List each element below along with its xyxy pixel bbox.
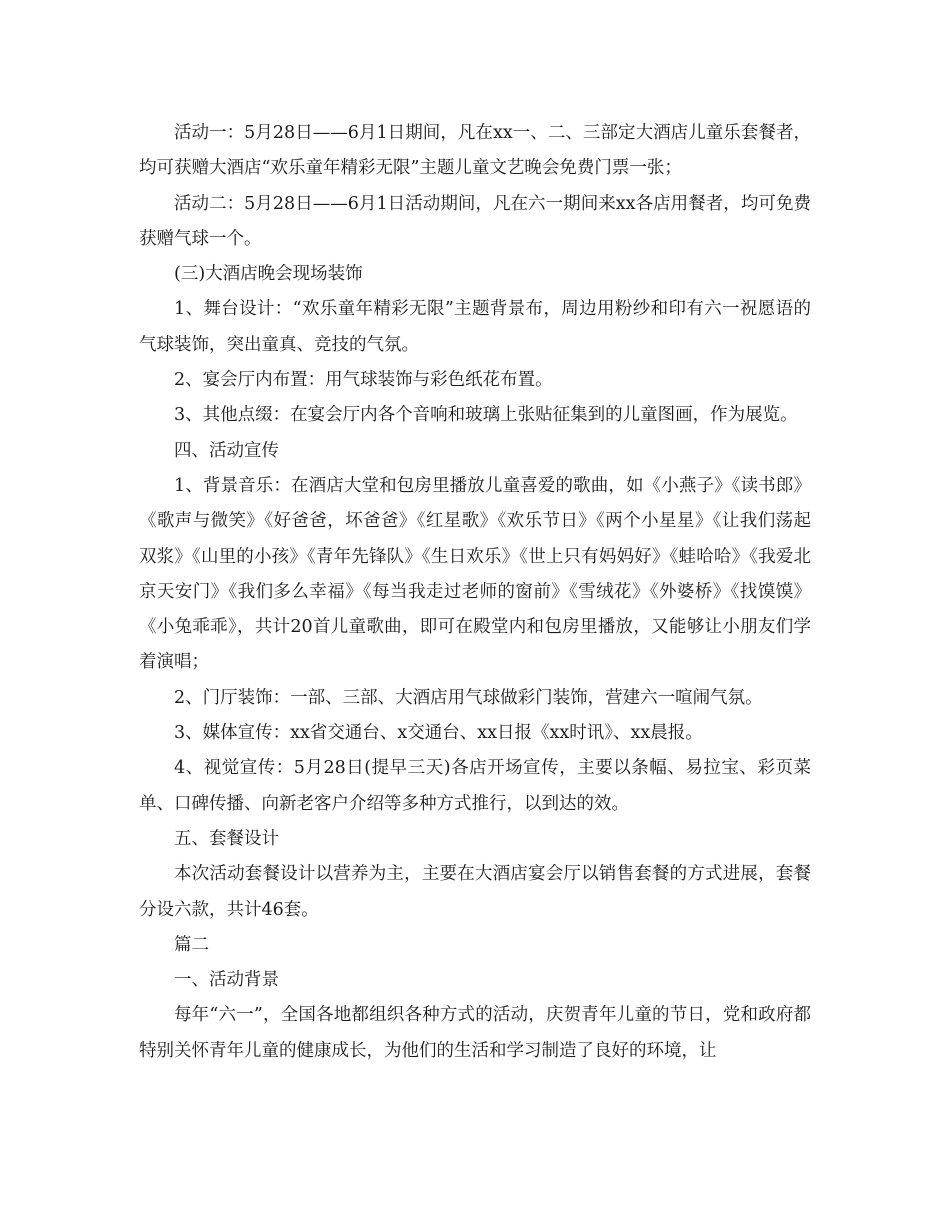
section-heading-venue-decoration: (三)大酒店晚会现场装饰 — [174, 264, 363, 285]
paragraph-media-promotion: 3、媒体宣传：xx省交通台、x交通台、xx日报《xx时讯》、xx晨报。 — [174, 723, 703, 744]
paragraph-stage-design: 1、舞台设计：“欢乐童年精彩无限”主题背景布，周边用粉纱和印有六一祝愿语的气球装饰，突出童真、竞技的气氛。 — [139, 299, 811, 355]
paragraph-package-details: 本次活动套餐设计以营养为主，主要在大酒店宴会厅以销售套餐的方式进展，套餐分设六款，共计46套。 — [139, 864, 811, 920]
paragraph-background-text: 每年“六一”，全国各地都组织各种方式的活动，庆贺青年儿童的节日，党和政府都特别关怀青年儿童的健康成长，为他们的生活和学习制造了良好的环境，让 — [139, 1005, 811, 1061]
section-heading-promotion: 四、活动宣传 — [174, 440, 279, 461]
paragraph-activity-one: 活动一：5月28日——6月1日期间，凡在xx一、二、三部定大酒店儿童乐套餐者，均可获赠大酒店“欢乐童年精彩无限”主题儿童文艺晚会免费门票一张； — [139, 123, 811, 179]
section-heading-part-two: 篇二 — [174, 934, 209, 955]
section-heading-package-design: 五、套餐设计 — [174, 828, 279, 849]
paragraph-hall-layout: 2、宴会厅内布置：用气球装饰与彩色纸花布置。 — [174, 370, 553, 391]
document-body — [139, 116, 811, 1069]
paragraph-other-decor: 3、其他点缀：在宴会厅内各个音响和玻璃上张贴征集到的儿童图画，作为展览。 — [174, 405, 798, 426]
paragraph-background-music: 1、背景音乐：在酒店大堂和包房里播放儿童喜爱的歌曲，如《小燕子》《读书郎》《歌声与微笑》《好爸爸，坏爸爸》《红星歌》《欢乐节日》《两个小星星》《让我们荡起双浆》《山里的小孩》《青年先锋队》《生日欢乐》《世上只有妈妈好》《蛙哈哈》《我爱北京天安门》《我们多么幸福》《每当我走过老师的窗前》《雪绒花》《外婆桥》《找馍馍》《小兔乖乖》，共计20首儿童歌曲，即可在殿堂内和包房里播放，又能够让小朋友们学着演唱； — [139, 475, 811, 673]
paragraph-activity-two: 活动二：5月28日——6月1日活动期间，凡在六一期间来xx各店用餐者，均可免费获赠气球一个。 — [139, 193, 811, 249]
paragraph-lobby-decoration: 2、门厅装饰：一部、三部、大酒店用气球做彩门装饰，营建六一喧闹气氛。 — [174, 687, 763, 708]
paragraph-visual-promotion: 4、视觉宣传：5月28日(提早三天)各店开场宣传，主要以条幅、易拉宝、彩页菜单、口碑传播、向新老客户介绍等多种方式推行，以到达的效。 — [139, 758, 811, 814]
section-heading-background: 一、活动背景 — [174, 970, 279, 991]
